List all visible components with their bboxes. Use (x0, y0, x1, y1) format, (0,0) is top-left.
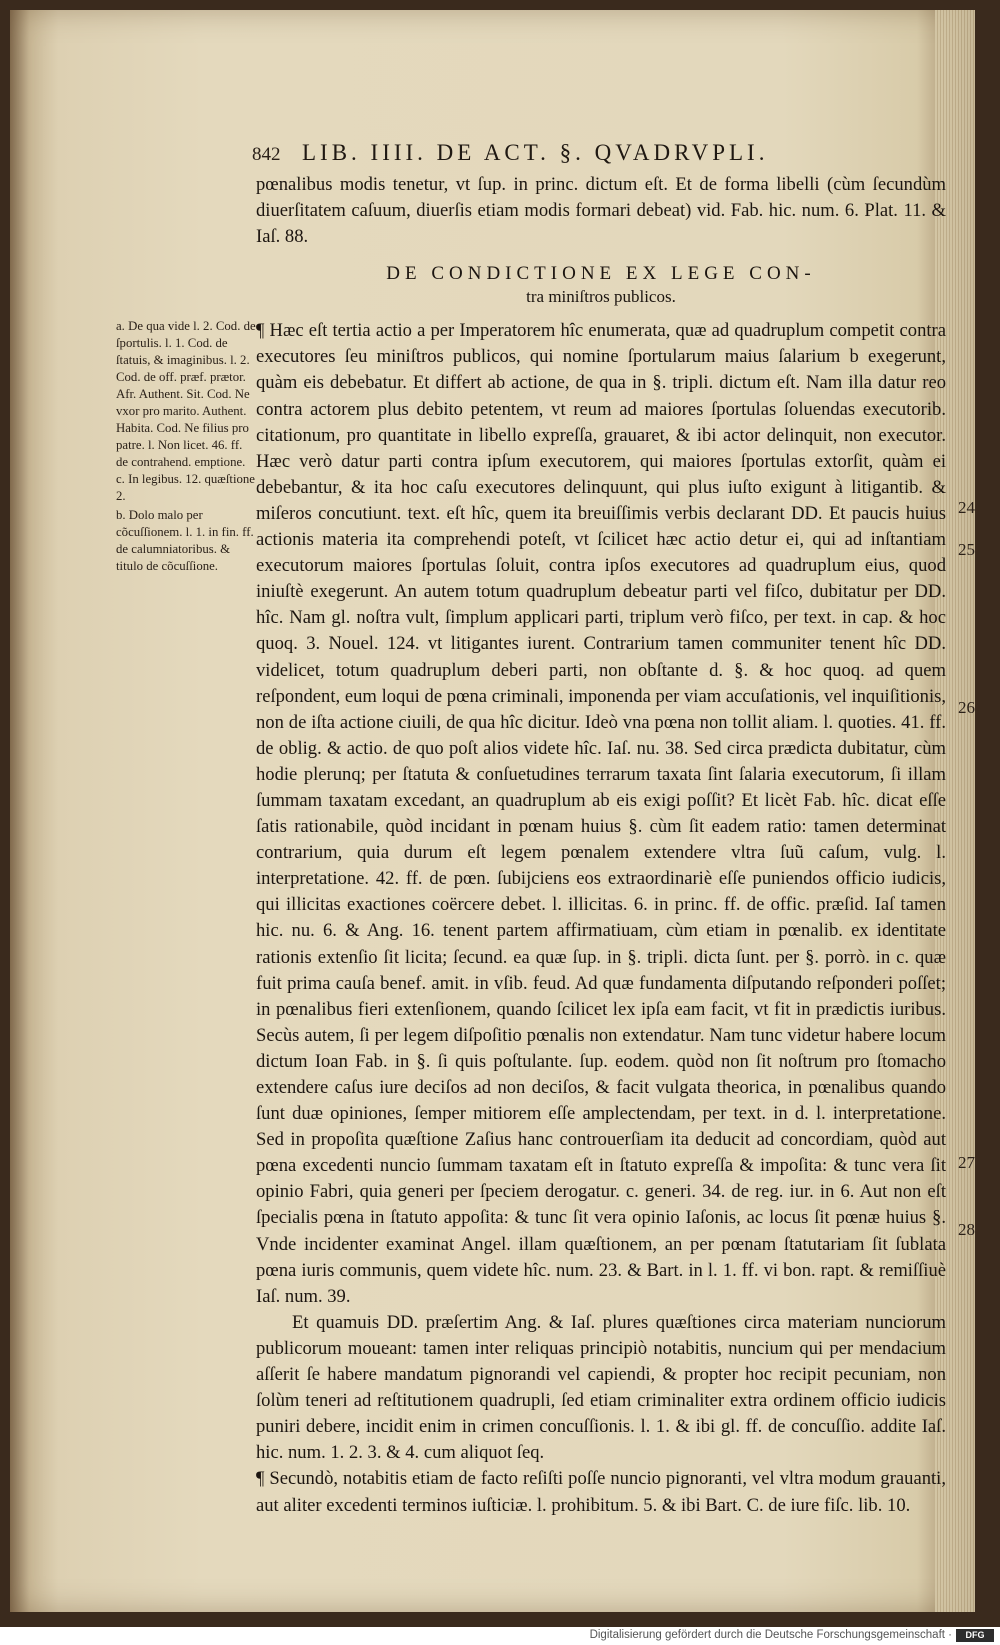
page-number: 842 (252, 144, 281, 165)
running-title: LIB. IIII. DE ACT. §. QVADRVPLI. (302, 140, 769, 165)
main-text-column (256, 172, 946, 1519)
dfg-logo: DFG (956, 1629, 994, 1642)
margin-number-26: 26 (958, 698, 975, 717)
margin-note-b: b. Dolo malo per cõcuſſionem. l. 1. in fin. ff. de calumniatoribus. & titulo de cõcuſſione. (116, 508, 254, 573)
page-header (252, 140, 912, 172)
paragraph-1: ¶ Hæc eſt tertia actio a per Imperatorem hîc enumerata, quæ ad quadruplum competit contra executores ſeu miniſtros publicos, qui nomine ſportularum maius ſalarium b exegerunt, quàm eis debebatur. Et differt ab actione, de qua in §. tripli. dictum eſt. Nam illa datur reo contra actorem plus debito petentem, vt reum ad maiores ſportulas ſoluendas executorib. citationum, pro quantitate in libello expreſſa, grauaret, & ibi actor delinquit, non executor. Hæc verò datur parti contra ipſum executorem, qui maiores ſportulas extorſit, quàm ei debebantur, & ita hoc caſu executores delinquunt, qui plus iuſto exigunt à litigantib. & miſeros concutiunt. text. eſt hîc, quem ita breuiſſimis verbis declarant DD. Et paucis huius actionis materia ita comprehendi poteſt, vt ſcilicet hæc actio detur ei, qui ad inſtantiam executorum maiores ſportulas ſoluit, contra ipſos executores ad quadruplum eius, quod iniuſtè exegerunt. An autem totum quadruplum debeatur parti vel fiſco, dubitatur per DD. hîc. Nam gl. noſtra vult, ſimplum applicari parti, triplum verò fiſco, per text. in cap. & hoc quoq. 3. Nouel. 124. vt litigantes iurent. Contrarium tamen communiter tenent hîc DD. videlicet, totum quadruplum deberi parti, non obſtante d. §. & hoc quoq. ad quem reſpondent, eum loqui de pœna criminali, imponenda per viam accuſationis, vel inquiſitionis, non de iſta actione ciuili, de qua hîc dicitur. Ideò vna pœna non tollit aliam. l. quoties. 41. ff. de oblig. & actio. de quo poſt alios videte hîc. Iaſ. nu. 38. Sed circa prædicta dubitatur, cùm hodie plerunq; per ſtatuta & conſuetudines terrarum taxata ſint ſalaria executorum, ſi illam ſummam taxatam excedant, an quadruplum ab eis exigi poſſit? Et licèt Fab. hîc. dicat eſſe ſatis rationabile, quòd incidant in pœnam huius §. cùm ſit eadem ratio: tamen determinat contrarium, quia durum eſt legem pœnalem extendere vltra ſuũ caſum, vulg. l. interpretatione. 42. ff. de pœn. ſubijciens eos extraordinariè eſſe puniendos officio iudicis, qui illicitas exactiones coërcere debet. l. illicitas. 6. in princ. ff. de offic. præſid. Iaſ tamen hic. nu. 6. & Ang. 16. tenent partem affirmatiuam, cùm etiam in pœnalib. ex identitate rationis extenſio ſit licita; ſecund. ea quæ ſup. in §. tripli. dicta ſunt. per §. porrò. in c. quæ fuit prima cauſa benef. amit. in vſib. feud. Ad quæ fundamenta diſputando reſponderi poſſet; in pœnalibus fieri extenſionem, quando ſcilicet lex ipſa eam facit, vt fit in prædictis iuribus. Secùs autem, ſi per legem diſpoſitio pœnalis non extendatur. Nam tunc videtur habere locum dictum Ioan Fab. in §. ſi quis poſtulante. ſup. eodem. quòd non ſit noſtrum pro ſtomacho extendere caſus iure deciſos ad non deciſos, & facit vulgata theorica, in pœnalibus quando ſunt duæ opiniones, ſemper mitiorem eſſe amplectendam, per text. in d. l. interpretatione. Sed in propoſita quæſtione Zaſius hanc controuerſiam ita deducit ad concordiam, quòd aut pœna excedenti nuncio ſummam taxatam eſt in ſtatuto expreſſa & impoſita: & tunc vera ſit opinio Fabri, quia generi per ſpeciem derogatur. c. generi. 34. de reg. iur. in 6. Aut non eſt ſpecialis pœna in ſtatuto appoſita: & tunc ſit vera opinio Iaſonis, ac locus ſit pœnæ huius §. Vnde incidenter examinat Angel. illam quæſtionem, an per pœnam ſtatutariam ſit ſublata pœna iuris communis, quem videte hîc. num. 23. & Bart. in l. 1. ff. vi bon. rapt. & remiſſiuè Iaſ. num. 39. (256, 320, 946, 1307)
margin-number-24: 24 (958, 498, 975, 517)
paragraph-2: Et quamuis DD. præſertim Ang. & Iaſ. plures quæſtiones circa materiam nunciorum publicorum moueant: tamen inter reliquas principiò notabitis, nuncium qui per mendacium aſſerit ſe habere mandatum pignorandi vel capiendi, & propter hoc recipit pecuniam, non ſolùm teneri ad reſtitutionem quadrupli, ſed etiam criminaliter extra ordinem officio iudicis puniri debere, incidit enim in crimen concuſſionis. l. 1. & ibi gl. ff. de concuſſio. addite Iaſ. hic. num. 1. 2. 3. & 4. cum aliquot ſeq. (256, 1311, 946, 1464)
section-subtitle: tra miniſtros publicos. (526, 287, 676, 307)
margin-note-a: a. De qua vide l. 2. Cod. de ſportulis. l. 1. Cod. de ſtatuis, & imaginibus. l. 2. Cod. de off. præf. prætor. Afr. Authent. Sit. Cod. Ne vxor pro marito. Authent. Habita. Cod. Ne filius pro patre. l. Non licet. 46. ff. de contrahend. emptione. c. In legibus. 12. quæſtione 2. (116, 319, 256, 503)
footer-credit: Digitalisierung gefördert durch die Deutsche Forschungsgemeinschaft · (589, 1629, 952, 1641)
paragraph-3: ¶ Secundò, notabitis etiam de facto reſiſti poſſe nuncio pignoranti, vel vltra modum grauanti, aut aliter excedenti terminos iuſticiæ. l. prohibitum. 5. & ibi Bart. C. de iure fiſc. lib. 10. (256, 1468, 946, 1516)
digitization-footer (0, 1627, 1000, 1645)
left-margin-notes (116, 318, 256, 577)
margin-number-25: 25 (958, 540, 975, 559)
section-title: DE CONDICTIONE EX LEGE CON- (386, 263, 816, 285)
margin-number-27: 27 (958, 1153, 975, 1172)
margin-number-28: 28 (958, 1220, 975, 1239)
intro-paragraph: pœnalibus modis tenetur, vt ſup. in princ. dictum eſt. Et de forma libelli (cùm ſecundùm diuerſitatem caſuum, diuerſis etiam modis formari debeat) vid. Fab. hic. num. 6. Plat. 11. & Iaſ. 88. (256, 174, 946, 248)
